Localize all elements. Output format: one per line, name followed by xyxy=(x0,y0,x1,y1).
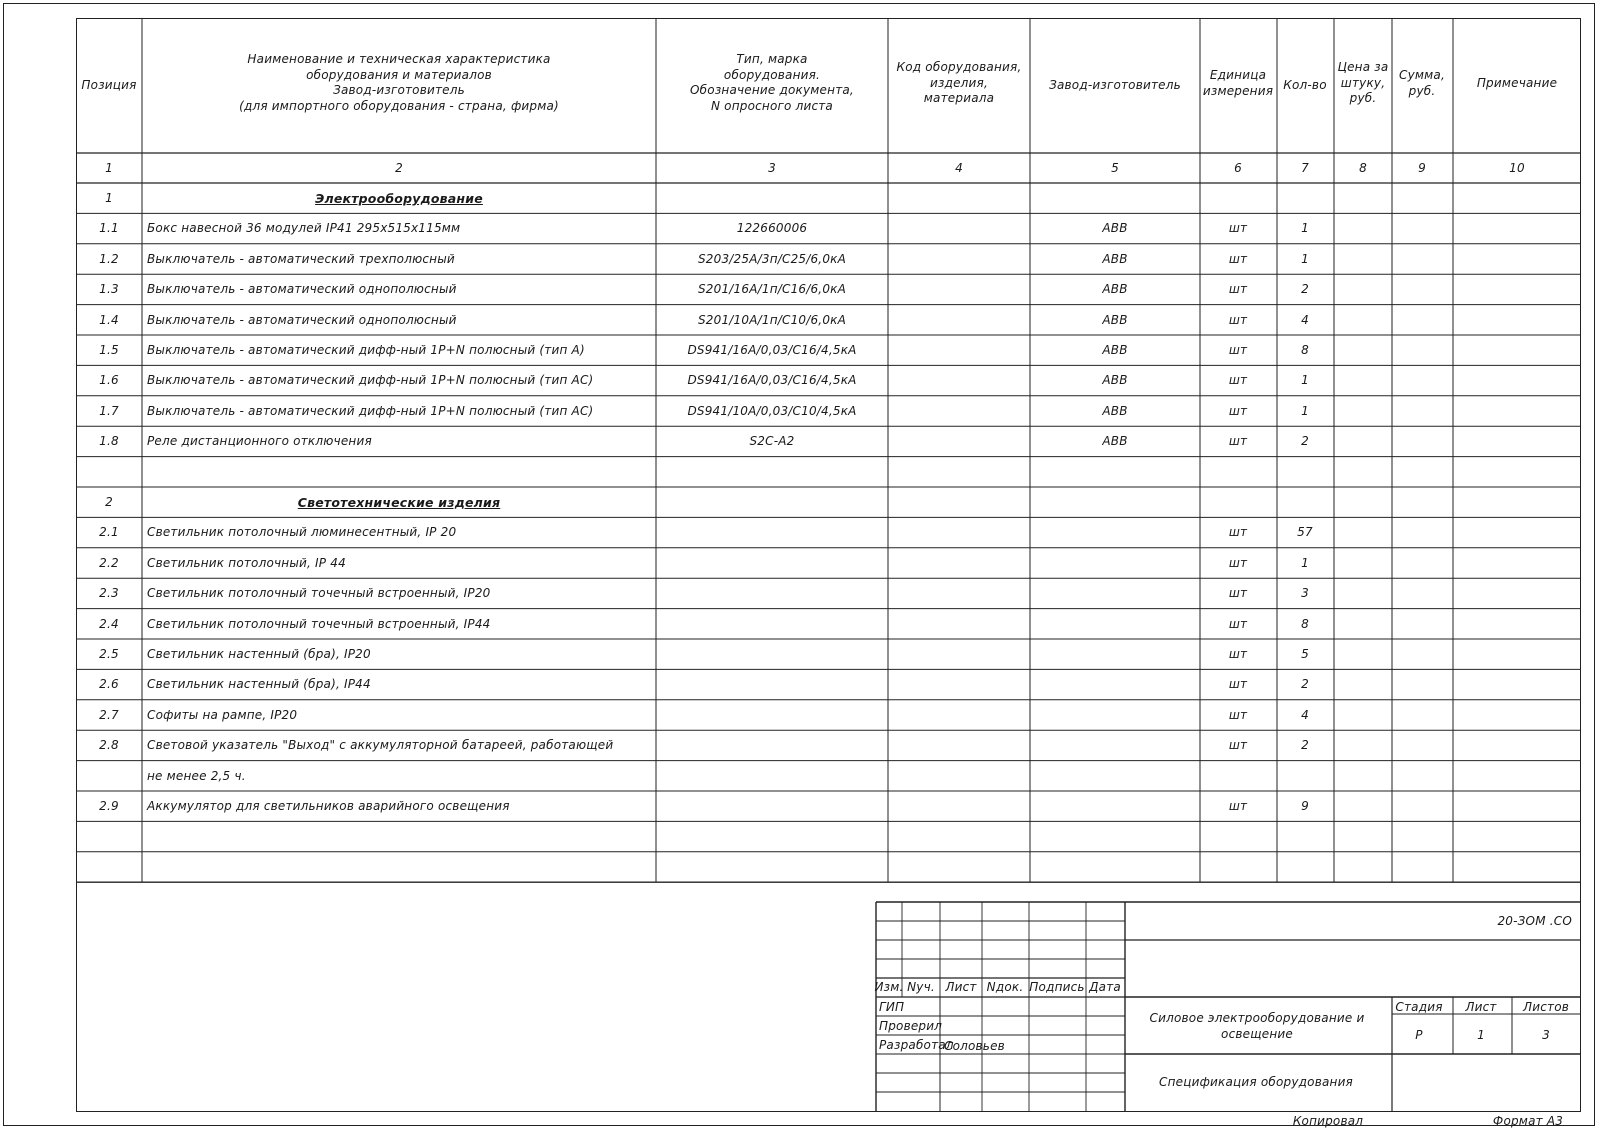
row-unit: шт xyxy=(1228,343,1248,357)
row-position: 1.8 xyxy=(99,434,119,449)
sheets-label: Листов xyxy=(1522,1000,1570,1014)
section-title: Светотехнические изделия xyxy=(297,495,501,510)
row-unit: шт xyxy=(1228,677,1248,692)
stamp-rev-header: Дата xyxy=(1089,980,1121,994)
row-unit: шт xyxy=(1228,251,1248,266)
row-unit: шт xyxy=(1228,221,1248,236)
sheet-value: 1 xyxy=(1477,1028,1485,1042)
column-header: Примечание xyxy=(1476,76,1558,90)
column-number: 5 xyxy=(1111,161,1119,175)
row-name: Светильник потолочный люминесентный, IP 20 xyxy=(147,525,457,540)
column-number: 6 xyxy=(1234,161,1242,175)
row-name: Выключатель - автоматический однополюсный xyxy=(147,312,457,327)
row-qty: 5 xyxy=(1301,647,1309,661)
column-header: Завод-изготовитель xyxy=(1049,78,1181,92)
row-position: 2.2 xyxy=(99,555,119,570)
row-name: Светильник настенный (бра), IP20 xyxy=(147,647,371,661)
column-number: 3 xyxy=(768,161,776,175)
format-label: Формат А3 xyxy=(1492,1114,1564,1128)
row-position: 2.9 xyxy=(99,799,119,813)
section-title: Электрооборудование xyxy=(315,191,483,206)
row-maker: ABB xyxy=(1102,343,1128,357)
row-type: S201/10А/1п/С10/6,0кА xyxy=(697,312,847,327)
row-unit: шт xyxy=(1228,616,1248,631)
document-code: 20-ЗОМ .СО xyxy=(1497,914,1572,928)
stamp-role: Проверил xyxy=(879,1019,943,1033)
row-qty: 4 xyxy=(1301,707,1309,722)
row-maker: ABB xyxy=(1102,251,1128,266)
row-maker: ABB xyxy=(1102,282,1128,297)
stamp-role: Разработал xyxy=(879,1038,954,1052)
stamp-developer-name: Соловьев xyxy=(944,1039,1005,1053)
row-qty: 4 xyxy=(1301,312,1309,327)
sheets-value: 3 xyxy=(1542,1028,1550,1042)
row-qty: 2 xyxy=(1301,677,1309,692)
row-qty: 8 xyxy=(1301,343,1309,357)
row-type: S203/25А/3п/С25/6,0кА xyxy=(697,251,847,266)
row-position: 2.7 xyxy=(99,707,119,722)
row-unit: шт xyxy=(1228,707,1248,722)
stage-value: Р xyxy=(1415,1028,1423,1042)
stamp-rev-header: Подпись xyxy=(1029,980,1085,994)
stamp-rev-header: Изм. xyxy=(874,980,904,994)
copied-label: Копировал xyxy=(1292,1114,1364,1128)
column-header: Единица измерения xyxy=(1202,68,1274,98)
row-position: 2.8 xyxy=(99,738,119,753)
column-header: Код оборудования, изделия, материала xyxy=(896,60,1022,105)
row-position: 1.7 xyxy=(99,403,119,418)
row-qty: 3 xyxy=(1301,586,1309,601)
column-header: Сумма, руб. xyxy=(1399,68,1445,98)
row-qty: 9 xyxy=(1301,799,1309,813)
sheet-label: Лист xyxy=(1465,1000,1497,1014)
row-qty: 1 xyxy=(1301,251,1309,266)
column-header: Наименование и техническая характеристика оборудования и материалов Завод-изготовитель (для импортного оборудования - страна, фирма) xyxy=(239,52,559,113)
row-qty: 1 xyxy=(1301,403,1309,418)
row-name: Софиты на рампе, IP20 xyxy=(147,707,298,722)
column-header: Тип, марка оборудования. Обозначение документа, N опросного листа xyxy=(690,52,854,113)
row-position: 1.3 xyxy=(99,282,119,297)
row-name: Светильник потолочный точечный встроенный, IP44 xyxy=(147,616,491,631)
row-qty: 2 xyxy=(1301,434,1309,449)
row-name: Световой указатель "Выход" с аккумуляторной батареей, работающей xyxy=(147,738,614,753)
row-position: 2.6 xyxy=(99,677,119,692)
row-name: Выключатель - автоматический однополюсный xyxy=(147,282,457,297)
row-unit: шт xyxy=(1228,525,1248,540)
document-title: Спецификация оборудования xyxy=(1159,1075,1353,1089)
stamp-rev-header: Nуч. xyxy=(907,980,935,994)
row-qty: 1 xyxy=(1301,555,1309,570)
row-unit: шт xyxy=(1228,403,1248,418)
row-name: Выключатель - автоматический дифф-ный 1P+N полюсный (тип АС) xyxy=(147,373,594,388)
row-type: DS941/16А/0,03/С16/4,5кА xyxy=(687,373,857,388)
column-number: 7 xyxy=(1301,161,1309,175)
column-number: 10 xyxy=(1509,161,1525,175)
row-qty: 2 xyxy=(1301,738,1309,753)
row-position: 1.6 xyxy=(99,373,119,388)
row-maker: ABB xyxy=(1102,373,1128,388)
stamp-role: ГИП xyxy=(879,1000,905,1014)
row-name: Аккумулятор для светильников аварийного освещения xyxy=(147,799,510,813)
row-name: Выключатель - автоматический трехполюсный xyxy=(147,251,455,266)
row-maker: ABB xyxy=(1102,221,1128,236)
row-position: 2.1 xyxy=(99,525,119,540)
row-qty: 2 xyxy=(1301,282,1309,297)
row-maker: ABB xyxy=(1102,434,1128,449)
row-name: Реле дистанционного отключения xyxy=(147,434,372,449)
row-unit: шт xyxy=(1228,555,1248,570)
row-unit: шт xyxy=(1228,738,1248,753)
row-unit: шт xyxy=(1228,647,1248,661)
column-header: Кол-во xyxy=(1283,78,1327,92)
row-maker: ABB xyxy=(1102,312,1128,327)
row-type: DS941/10А/0,03/С10/4,5кА xyxy=(687,403,857,418)
row-type: 122660006 xyxy=(736,221,808,236)
column-number: 8 xyxy=(1359,161,1367,175)
column-header: Цена за штуку, руб. xyxy=(1337,60,1389,105)
row-unit: шт xyxy=(1228,282,1248,297)
column-number: 9 xyxy=(1418,161,1426,175)
row-unit: шт xyxy=(1228,799,1248,813)
row-type: S201/16А/1п/С16/6,0кА xyxy=(697,282,847,297)
row-unit: шт xyxy=(1228,373,1248,388)
row-qty: 1 xyxy=(1301,373,1309,388)
row-position: 1.4 xyxy=(99,312,119,327)
row-position: 1.5 xyxy=(99,343,119,357)
row-type: S2C-A2 xyxy=(749,434,795,449)
row-maker: ABB xyxy=(1102,403,1128,418)
row-name: Светильник потолочный точечный встроенный, IP20 xyxy=(147,586,491,601)
row-name: Выключатель - автоматический дифф-ный 1P+N полюсный (тип А) xyxy=(147,343,585,357)
project-title: Силовое электрооборудование и освещение xyxy=(1149,1011,1365,1041)
row-position: 1.2 xyxy=(99,251,119,266)
row-qty: 57 xyxy=(1297,525,1313,540)
row-position: 2.3 xyxy=(99,586,119,601)
row-name: Выключатель - автоматический дифф-ный 1P+N полюсный (тип АС) xyxy=(147,403,594,418)
row-qty: 8 xyxy=(1301,616,1309,631)
column-number: 2 xyxy=(395,161,403,175)
row-name: не менее 2,5 ч. xyxy=(147,768,246,783)
column-number: 1 xyxy=(105,161,113,175)
column-header: Позиция xyxy=(81,78,137,92)
stamp-rev-header: Лист xyxy=(945,980,977,994)
row-name: Светильник потолочный, IP 44 xyxy=(147,555,346,570)
row-position: 2.4 xyxy=(99,616,119,631)
stage-label: Стадия xyxy=(1395,1000,1443,1014)
column-number: 4 xyxy=(955,161,963,175)
row-name: Светильник настенный (бра), IP44 xyxy=(147,677,371,692)
row-unit: шт xyxy=(1228,434,1248,449)
stamp-rev-header: Nдок. xyxy=(986,980,1024,994)
row-position: 1.1 xyxy=(99,221,119,236)
row-qty: 1 xyxy=(1301,221,1309,236)
row-position: 1 xyxy=(105,191,113,205)
row-unit: шт xyxy=(1228,312,1248,327)
row-position: 2.5 xyxy=(99,647,119,661)
row-name: Бокс навесной 36 модулей IP41 295x515x115мм xyxy=(147,221,461,236)
row-position: 2 xyxy=(105,495,113,509)
row-type: DS941/16А/0,03/С16/4,5кА xyxy=(687,343,857,357)
row-unit: шт xyxy=(1228,586,1248,601)
